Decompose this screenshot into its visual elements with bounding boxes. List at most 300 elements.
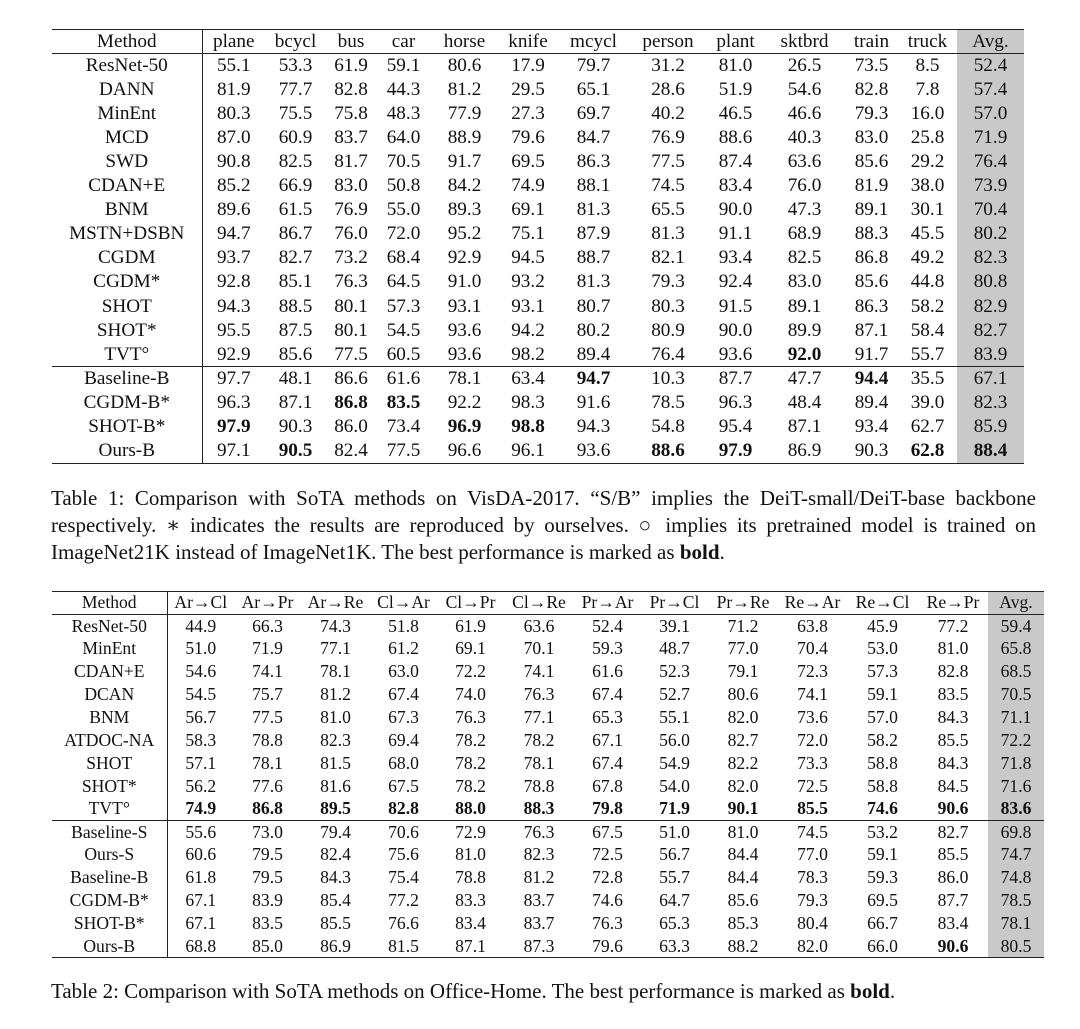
score-cell: 89.4 xyxy=(576,343,611,365)
score-cell: 70.4 xyxy=(797,638,828,659)
table-row xyxy=(52,843,1044,866)
score-cell: 31.2 xyxy=(629,54,707,78)
score-cell: 52.3 xyxy=(659,661,690,682)
score-cell: 88.9 xyxy=(447,126,482,148)
score-cell: 96.9 xyxy=(447,416,482,438)
score-cell: 82.2 xyxy=(727,752,759,773)
table-row xyxy=(52,270,1024,294)
table-row xyxy=(52,126,1024,150)
method-name-cell: Baseline-B xyxy=(52,866,167,889)
column-header: Method xyxy=(52,592,167,615)
score-cell: 74.1 xyxy=(797,684,828,704)
score-cell: 69.1 xyxy=(511,199,545,221)
score-cell: 82.7 xyxy=(727,729,759,750)
column-header: sktbrd xyxy=(764,30,845,54)
score-cell: 97.1 xyxy=(202,439,265,463)
score-cell: 76.4 xyxy=(651,343,685,365)
score-cell: 97.7 xyxy=(202,367,265,391)
score-cell: 82.5 xyxy=(787,247,822,269)
score-cell: 82.7 xyxy=(278,247,313,269)
score-cell: 56.2 xyxy=(185,775,217,796)
score-cell: 27.3 xyxy=(511,102,545,124)
table-row xyxy=(52,706,1044,729)
score-cell: 59.1 xyxy=(867,844,898,865)
score-cell: 10.3 xyxy=(629,367,707,391)
score-cell: 79.4 xyxy=(301,820,370,843)
score-cell: 61.8 xyxy=(185,867,217,888)
score-cell: 81.5 xyxy=(320,752,351,773)
score-cell: 85.6 xyxy=(854,151,889,173)
score-cell: 60.6 xyxy=(185,844,217,865)
score-cell: 89.5 xyxy=(320,798,351,819)
score-cell: 78.2 xyxy=(523,729,555,750)
score-cell: 84.5 xyxy=(937,775,969,796)
column-header: Avg. xyxy=(988,592,1044,615)
column-header: bcycl xyxy=(265,30,326,54)
score-cell: 58.2 xyxy=(867,729,898,750)
score-cell: 53.2 xyxy=(847,820,918,843)
score-cell: 66.9 xyxy=(278,175,313,197)
average-cell: 71.1 xyxy=(988,706,1044,729)
score-cell: 48.3 xyxy=(386,102,421,124)
score-cell: 85.5 xyxy=(797,798,828,819)
score-cell: 86.0 xyxy=(937,867,969,888)
score-cell: 7.8 xyxy=(915,78,940,100)
score-cell: 94.2 xyxy=(511,319,545,341)
table-row xyxy=(52,415,1024,439)
score-cell: 94.3 xyxy=(216,295,251,317)
score-cell: 39.0 xyxy=(910,391,945,413)
method-name-cell: Ours-B xyxy=(52,935,167,958)
table-row xyxy=(52,660,1044,683)
table-row xyxy=(52,866,1044,889)
score-cell: 67.1 xyxy=(185,912,217,933)
score-cell: 85.2 xyxy=(216,175,251,197)
score-cell: 85.6 xyxy=(854,271,889,293)
score-cell: 82.0 xyxy=(727,706,759,727)
average-cell: 76.4 xyxy=(957,150,1024,174)
average-cell: 88.4 xyxy=(957,439,1024,463)
table-row xyxy=(52,439,1024,463)
average-cell: 82.3 xyxy=(957,246,1024,270)
table-row xyxy=(52,150,1024,174)
score-cell: 57.1 xyxy=(185,752,217,773)
table-row xyxy=(52,889,1044,912)
score-cell: 56.7 xyxy=(659,844,690,865)
column-header: Method xyxy=(52,30,202,54)
average-cell: 78.5 xyxy=(988,889,1044,912)
score-cell: 51.0 xyxy=(641,820,708,843)
score-cell: 46.5 xyxy=(718,102,753,124)
score-cell: 89.1 xyxy=(854,199,889,221)
score-cell: 83.0 xyxy=(787,271,822,293)
score-cell: 92.4 xyxy=(718,271,753,293)
method-name-cell: BNM xyxy=(52,706,167,729)
method-name-cell: MinEnt xyxy=(52,102,202,126)
score-cell: 78.8 xyxy=(455,867,486,888)
score-cell: 82.7 xyxy=(918,820,988,843)
score-cell: 77.0 xyxy=(727,638,759,659)
score-cell: 69.1 xyxy=(455,638,486,659)
score-cell: 72.0 xyxy=(386,223,421,245)
score-cell: 64.0 xyxy=(386,126,421,148)
score-cell: 67.4 xyxy=(592,752,623,773)
score-cell: 48.1 xyxy=(265,367,326,391)
score-cell: 96.3 xyxy=(216,391,251,413)
caption-2-end: . xyxy=(889,979,896,1003)
score-cell: 71.9 xyxy=(252,638,283,659)
score-cell: 68.0 xyxy=(388,752,419,773)
score-cell: 87.7 xyxy=(937,890,969,911)
score-cell: 83.5 xyxy=(252,912,283,933)
score-cell: 92.0 xyxy=(787,343,822,365)
score-cell: 74.1 xyxy=(252,661,283,682)
score-cell: 50.8 xyxy=(386,175,421,197)
score-cell: 86.0 xyxy=(334,416,368,438)
score-cell: 80.6 xyxy=(727,684,759,704)
caption-2-bold-word: bold xyxy=(850,979,890,1003)
method-name-cell: TVT° xyxy=(52,343,202,367)
method-name-cell: MSTN+DSBN xyxy=(52,222,202,246)
table-row xyxy=(52,295,1024,319)
column-header: mcycl xyxy=(558,30,629,54)
method-name-cell: SWD xyxy=(52,150,202,174)
score-cell: 92.9 xyxy=(447,247,482,269)
score-cell: 59.1 xyxy=(867,684,898,704)
score-cell: 16.0 xyxy=(910,102,945,124)
score-cell: 77.5 xyxy=(334,343,368,365)
table-row xyxy=(52,367,1024,391)
score-cell: 73.4 xyxy=(386,416,421,438)
score-cell: 54.5 xyxy=(386,319,421,341)
score-cell: 81.5 xyxy=(370,935,437,958)
score-cell: 94.7 xyxy=(216,223,251,245)
score-cell: 86.9 xyxy=(764,439,845,463)
score-cell: 62.8 xyxy=(898,439,957,463)
column-header: person xyxy=(629,30,707,54)
score-cell: 85.4 xyxy=(320,890,351,911)
score-cell: 75.5 xyxy=(278,102,313,124)
score-cell: 79.5 xyxy=(252,844,283,865)
method-name-cell: SHOT xyxy=(52,752,167,775)
score-cell: 98.2 xyxy=(511,343,545,365)
column-header: knife xyxy=(498,30,558,54)
score-cell: 74.9 xyxy=(511,175,545,197)
score-cell: 39.1 xyxy=(641,614,708,637)
score-cell: 93.6 xyxy=(718,343,753,365)
score-cell: 81.0 xyxy=(708,820,778,843)
score-cell: 62.7 xyxy=(910,416,945,438)
method-name-cell: ATDOC-NA xyxy=(52,729,167,752)
average-cell: 85.9 xyxy=(957,415,1024,439)
score-cell: 66.0 xyxy=(847,935,918,958)
visda-results-table xyxy=(52,29,1024,464)
column-header: plant xyxy=(707,30,764,54)
table-row xyxy=(52,54,1024,78)
score-cell: 78.3 xyxy=(797,867,828,888)
score-cell: 61.5 xyxy=(278,199,313,221)
score-cell: 83.3 xyxy=(455,890,486,911)
score-cell: 81.7 xyxy=(334,151,368,173)
score-cell: 85.3 xyxy=(727,912,759,933)
header-row xyxy=(52,592,1044,615)
score-cell: 87.5 xyxy=(278,319,313,341)
score-cell: 82.5 xyxy=(278,151,313,173)
score-cell: 79.7 xyxy=(558,54,629,78)
column-header: Cl→Ar xyxy=(370,592,437,615)
score-cell: 58.2 xyxy=(910,295,945,317)
average-cell: 78.1 xyxy=(988,912,1044,935)
score-cell: 60.5 xyxy=(386,343,421,365)
score-cell: 84.7 xyxy=(576,126,611,148)
column-header: train xyxy=(845,30,898,54)
score-cell: 78.2 xyxy=(455,729,486,750)
method-name-cell: TVT° xyxy=(52,798,167,821)
score-cell: 95.5 xyxy=(216,319,251,341)
score-cell: 90.1 xyxy=(727,798,759,819)
score-cell: 78.2 xyxy=(455,775,486,796)
score-cell: 59.1 xyxy=(376,54,431,78)
score-cell: 98.3 xyxy=(511,391,545,413)
score-cell: 73.3 xyxy=(797,752,828,773)
caption-1-text: Table 1: Comparison with SoTA methods on VisDA-2017. “S/B” implies the DeiT-small/DeiT-base backbone respectively. ∗ indicates the results are reproduced by ourselves. ○ implies its pretrained model is trained on ImageNet21K instead of ImageNet1K. The best performance is marked as xyxy=(51,486,1036,564)
score-cell: 97.9 xyxy=(707,439,764,463)
score-cell: 65.3 xyxy=(659,912,690,933)
score-cell: 75.7 xyxy=(252,684,283,704)
score-cell: 96.1 xyxy=(498,439,558,463)
score-cell: 53.3 xyxy=(265,54,326,78)
average-cell: 65.8 xyxy=(988,637,1044,660)
score-cell: 72.0 xyxy=(797,729,828,750)
method-name-cell: Baseline-S xyxy=(52,820,167,843)
score-cell: 72.2 xyxy=(455,661,486,682)
score-cell: 77.1 xyxy=(320,638,351,659)
table-row xyxy=(52,222,1024,246)
score-cell: 54.6 xyxy=(787,78,822,100)
method-name-cell: BNM xyxy=(52,198,202,222)
score-cell: 74.9 xyxy=(185,798,217,819)
score-cell: 51.8 xyxy=(370,614,437,637)
table-2-caption xyxy=(51,978,1036,1005)
table-1-caption xyxy=(51,485,1036,566)
column-header: Pr→Ar xyxy=(574,592,641,615)
score-cell: 76.3 xyxy=(523,684,555,704)
column-header: truck xyxy=(898,30,957,54)
score-cell: 46.6 xyxy=(787,102,822,124)
score-cell: 68.8 xyxy=(167,935,234,958)
table-row xyxy=(52,820,1044,843)
score-cell: 77.5 xyxy=(252,706,283,727)
score-cell: 64.7 xyxy=(659,890,690,911)
score-cell: 92.9 xyxy=(216,343,251,365)
score-cell: 80.3 xyxy=(216,102,251,124)
score-cell: 17.9 xyxy=(498,54,558,78)
method-name-cell: CGDM xyxy=(52,246,202,270)
score-cell: 85.6 xyxy=(727,890,759,911)
score-cell: 75.6 xyxy=(388,844,419,865)
score-cell: 61.9 xyxy=(437,614,504,637)
score-cell: 80.9 xyxy=(651,319,685,341)
score-cell: 48.4 xyxy=(787,391,822,413)
table-row xyxy=(52,729,1044,752)
score-cell: 77.2 xyxy=(918,614,988,637)
score-cell: 95.2 xyxy=(447,223,482,245)
column-header: Pr→Cl xyxy=(641,592,708,615)
score-cell: 83.7 xyxy=(334,126,368,148)
score-cell: 79.6 xyxy=(511,126,545,148)
score-cell: 77.9 xyxy=(447,102,482,124)
column-header: Re→Ar xyxy=(778,592,847,615)
score-cell: 87.7 xyxy=(707,367,764,391)
score-cell: 63.0 xyxy=(388,661,419,682)
average-cell: 71.8 xyxy=(988,752,1044,775)
table-row xyxy=(52,78,1024,102)
score-cell: 70.6 xyxy=(370,820,437,843)
score-cell: 72.3 xyxy=(797,661,828,682)
score-cell: 83.5 xyxy=(386,391,421,413)
score-cell: 79.3 xyxy=(797,890,828,911)
average-cell: 82.3 xyxy=(957,391,1024,415)
score-cell: 75.8 xyxy=(334,102,368,124)
score-cell: 56.0 xyxy=(659,729,690,750)
score-cell: 96.3 xyxy=(718,391,753,413)
table-row xyxy=(52,775,1044,798)
table-row xyxy=(52,912,1044,935)
score-cell: 80.3 xyxy=(651,295,685,317)
score-cell: 67.8 xyxy=(592,775,623,796)
average-cell: 52.4 xyxy=(957,54,1024,78)
score-cell: 79.1 xyxy=(727,661,759,682)
score-cell: 40.2 xyxy=(651,102,685,124)
score-cell: 55.0 xyxy=(386,199,421,221)
office-home-results-table xyxy=(52,591,1044,958)
caption-1-bold-word: bold xyxy=(679,540,720,564)
score-cell: 77.7 xyxy=(278,78,313,100)
score-cell: 74.5 xyxy=(651,175,685,197)
score-cell: 76.3 xyxy=(592,912,623,933)
score-cell: 52.7 xyxy=(659,684,690,704)
score-cell: 54.9 xyxy=(659,752,690,773)
score-cell: 81.2 xyxy=(523,867,555,888)
average-cell: 83.6 xyxy=(988,798,1044,821)
score-cell: 55.6 xyxy=(167,820,234,843)
method-name-cell: SHOT* xyxy=(52,775,167,798)
score-cell: 83.4 xyxy=(455,912,486,933)
average-cell: 67.1 xyxy=(957,367,1024,391)
average-cell: 71.9 xyxy=(957,126,1024,150)
score-cell: 63.6 xyxy=(787,151,822,173)
score-cell: 88.0 xyxy=(455,798,486,819)
score-cell: 67.3 xyxy=(388,706,419,727)
score-cell: 78.1 xyxy=(431,367,498,391)
score-cell: 54.0 xyxy=(659,775,690,796)
score-cell: 89.3 xyxy=(447,199,482,221)
score-cell: 49.2 xyxy=(910,247,945,269)
header-row xyxy=(52,30,1024,54)
score-cell: 82.3 xyxy=(320,729,351,750)
table-row xyxy=(52,391,1024,415)
score-cell: 54.8 xyxy=(651,416,685,438)
score-cell: 82.4 xyxy=(326,439,376,463)
score-cell: 65.1 xyxy=(576,78,611,100)
score-cell: 83.7 xyxy=(523,890,555,911)
score-cell: 81.6 xyxy=(320,775,351,796)
score-cell: 86.6 xyxy=(326,367,376,391)
score-cell: 93.1 xyxy=(447,295,482,317)
score-cell: 61.2 xyxy=(388,638,419,659)
column-header: Cl→Pr xyxy=(437,592,504,615)
table-row xyxy=(52,637,1044,660)
score-cell: 48.7 xyxy=(659,638,690,659)
score-cell: 72.9 xyxy=(437,820,504,843)
score-cell: 85.6 xyxy=(278,343,313,365)
average-cell: 74.8 xyxy=(988,866,1044,889)
caption-1-end: . xyxy=(719,540,725,564)
score-cell: 84.3 xyxy=(320,867,351,888)
average-cell: 72.2 xyxy=(988,729,1044,752)
method-name-cell: SHOT* xyxy=(52,319,202,343)
score-cell: 93.2 xyxy=(511,271,545,293)
score-cell: 57.0 xyxy=(867,706,898,727)
score-cell: 74.6 xyxy=(867,798,898,819)
table-row xyxy=(52,798,1044,821)
score-cell: 83.9 xyxy=(252,890,283,911)
table-row xyxy=(52,174,1024,198)
score-cell: 8.5 xyxy=(898,54,957,78)
score-cell: 71.9 xyxy=(659,798,690,819)
table-row xyxy=(52,102,1024,126)
score-cell: 90.3 xyxy=(845,439,898,463)
score-cell: 88.3 xyxy=(854,223,889,245)
score-cell: 67.1 xyxy=(592,729,623,750)
method-name-cell: SHOT-B* xyxy=(52,415,202,439)
table-row xyxy=(52,246,1024,270)
score-cell: 76.6 xyxy=(388,912,419,933)
column-header: horse xyxy=(431,30,498,54)
score-cell: 73.2 xyxy=(334,247,368,269)
score-cell: 87.1 xyxy=(437,935,504,958)
score-cell: 83.0 xyxy=(854,126,889,148)
score-cell: 83.5 xyxy=(937,684,969,704)
score-cell: 69.7 xyxy=(576,102,611,124)
score-cell: 90.6 xyxy=(918,935,988,958)
score-cell: 83.4 xyxy=(937,912,969,933)
score-cell: 81.2 xyxy=(320,684,351,704)
score-cell: 85.5 xyxy=(320,912,351,933)
method-name-cell: CDAN+E xyxy=(52,660,167,683)
method-name-cell: DANN xyxy=(52,78,202,102)
score-cell: 87.3 xyxy=(504,935,574,958)
score-cell: 76.0 xyxy=(787,175,822,197)
score-cell: 88.5 xyxy=(278,295,313,317)
method-name-cell: CGDM-B* xyxy=(52,391,202,415)
score-cell: 80.6 xyxy=(431,54,498,78)
score-cell: 85.5 xyxy=(937,729,969,750)
score-cell: 81.9 xyxy=(854,175,889,197)
score-cell: 92.8 xyxy=(216,271,251,293)
score-cell: 87.1 xyxy=(278,391,313,413)
score-cell: 78.2 xyxy=(455,752,486,773)
column-header: Ar→Pr xyxy=(234,592,301,615)
score-cell: 73.0 xyxy=(234,820,301,843)
method-name-cell: ResNet-50 xyxy=(52,614,167,637)
score-cell: 91.0 xyxy=(447,271,482,293)
score-cell: 44.3 xyxy=(386,78,421,100)
score-cell: 57.3 xyxy=(386,295,421,317)
score-cell: 87.0 xyxy=(216,126,251,148)
score-cell: 91.6 xyxy=(576,391,611,413)
method-name-cell: MinEnt xyxy=(52,637,167,660)
